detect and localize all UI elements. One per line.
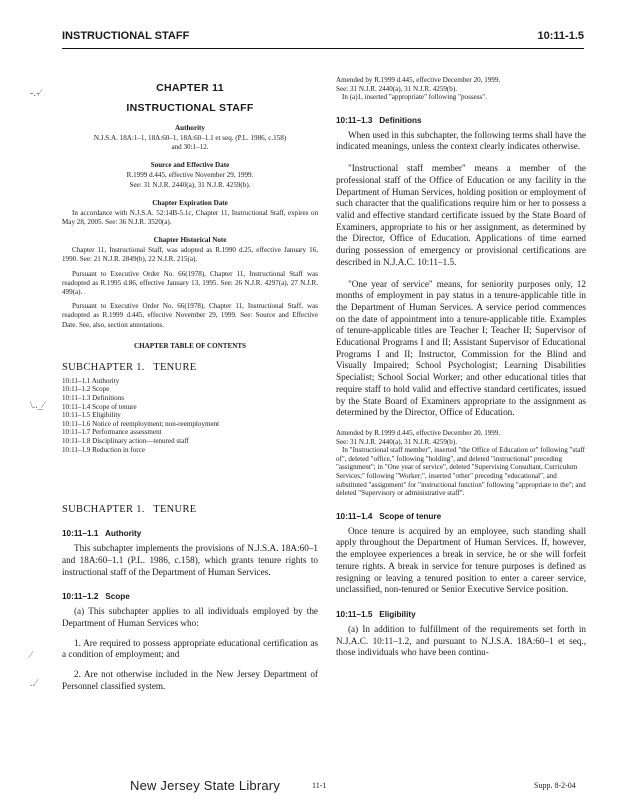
margin-mark: \.._⁄	[30, 400, 45, 411]
chapter-number: CHAPTER 11	[156, 82, 224, 94]
definition-instructional-staff: "Instructional staff member" means a member of the professional staff of the Office of Education or any facility in the Department of Human Services, holding position or employment of such character that the qualifications require him or her to possess a valid and effective standard certificate issued by the State Board of Examiners, appropriate to his or her assignment, as determined by the Director, Office of Education. Applications of time earned during possession of emergency or provisional certifications are described in N.J.A.C. 10:11–1.5.	[336, 163, 586, 267]
toc-item: 10:11–1.8 Disciplinary action—tenured staff	[62, 437, 189, 445]
amendment-line: See: 31 N.J.R. 2440(a), 31 N.J.R. 4259(b).	[336, 84, 457, 93]
left-column	[62, 76, 318, 693]
toc-item: 10:11–1.3 Definitions	[62, 394, 125, 403]
definition-one-year-service: "One year of service" means, for seniority purposes only, 12 months of employment in pay status in a tenure-applicable title in the Department of Human Services. A service period commences on the date of appointment into a tenure-applicable title. Examples of tenure-applicable titles are Teacher I; Teacher II; Supervisor of Educational Programs I and II; Assistant Supervisor of Educational Programs I and II; Instructor, Commission for the Blind and Visually Impaired; School Psychologist; Learning Disabilities Specialist; School Social Worker; and other educational titles that require staff to hold valid and effective standard certificates, issued by the State Board of Examiners appropriate to the assignment as determined by the Director, Office of Education.	[336, 278, 586, 418]
amendment-note-2	[336, 429, 586, 498]
running-header	[62, 30, 584, 46]
amendment-line: See: 31 N.J.R. 2440(a), 31 N.J.R. 4259(b).	[336, 437, 457, 446]
section-text-1-2-2: 2. Are not otherwise included in the New Jersey Department of Personnel classified system.	[62, 669, 318, 691]
authority-text: N.J.S.A. 18A:1–1, 18A:60–1, 18A:60–1.1 et seq. (P.L. 1986, c.158) and 30:1–12.	[93, 134, 287, 152]
toc-item: 10:11–1.4 Scope of tenure	[62, 402, 137, 411]
toc-item: 10:11–1.2 Scope	[62, 385, 110, 394]
margin-mark: ..⁄	[30, 678, 37, 689]
toc-item: 10:11–1.1 Authority	[62, 376, 120, 385]
section-heading-1-3: 10:11–1.3 Definitions	[336, 115, 422, 125]
header-title: INSTRUCTIONAL STAFF	[62, 30, 190, 42]
toc-item: 10:11–1.5 Eligibility	[62, 411, 121, 420]
expiration-text: In accordance with N.J.S.A. 52:14B-5.1c, Chapter 11, Instructional Staff, expires on May 28, 2005. See: 36 N.J.R. 3520(a).	[62, 208, 318, 227]
authority-heading: Authority	[175, 124, 205, 132]
amendment-line: Amended by R.1999 d.445, effective December 20, 1999.	[336, 428, 501, 437]
section-heading-1-1: 10:11–1.1 Authority	[62, 529, 142, 539]
section-text-1-2a: (a) This subchapter applies to all individuals employed by the Department of Human Services who:	[62, 606, 318, 628]
margin-mark: ⁄	[30, 650, 32, 661]
library-watermark: New Jersey State Library	[130, 778, 281, 793]
section-text-1-3-intro: When used in this subchapter, the following terms shall have the indicated meanings, unless the context clearly indicates otherwise.	[336, 129, 586, 152]
chapter-title: INSTRUCTIONAL STAFF	[126, 102, 254, 114]
amendment-note-1	[336, 76, 586, 102]
section-heading-1-4: 10:11–1.4 Scope of tenure	[336, 511, 442, 521]
toc-list	[62, 377, 318, 454]
section-text-1-2-1: 1. Are required to possess appropriate educational certification as a condition of employment; and	[62, 637, 318, 660]
expiration-heading: Chapter Expiration Date	[152, 198, 228, 207]
toc-item: 10:11–1.7 Performance assessment	[62, 428, 162, 437]
source-text-2: See: 31 N.J.R. 2440(a), 31 N.J.R. 4259(b).	[129, 180, 251, 189]
toc-heading: CHAPTER TABLE OF CONTENTS	[133, 341, 246, 350]
historical-note-para: Pursuant to Executive Order No. 66(1978), Chapter 11, Instructional Staff was readopted as R.1995 d.86, effective January 13, 1995. See: 26 N.J.R. 4297(a), 27 N.J.R. 499(a).	[62, 269, 318, 297]
historical-note-para: Chapter 11, Instructional Staff, was adopted as R.1990 d.25, effective January 16, 1990. See: 21 N.J.R. 2849(b), 22 N.J.R. 215(a).	[62, 246, 318, 264]
amendment-line: In (a)1, inserted "appropriate" following "possess".	[342, 93, 487, 102]
section-text-1-1: This subchapter implements the provisions of N.J.S.A. 18A:60–1 and 18A:60–1.1 (P.L. 1986, c.158), which grants tenure rights to instructional staff of the Department of Human Services.	[62, 543, 318, 577]
margin-mark: -.-⁄	[30, 88, 41, 99]
historical-note-heading: Chapter Historical Note	[153, 236, 227, 245]
section-text-1-5: (a) In addition to fulfillment of the requirements set forth in N.J.A.C. 10:11–1.2, and pursuant to N.J.S.A. 18A:60–1 et seq., those individuals who have been continu-	[336, 623, 586, 658]
amendment-line: Amended by R.1999 d.445, effective December 20, 1999.	[336, 76, 501, 84]
toc-subchapter: SUBCHAPTER 1. TENURE	[62, 361, 197, 373]
header-section-number: 10:11-1.5	[537, 30, 584, 42]
supplement-date: Supp. 8-2-04	[534, 781, 576, 790]
section-text-1-4: Once tenure is acquired by an employee, such standing shall apply throughout the Department of Human Services. If, however, the employee experiences a break in service, he or she will forfeit tenure rights. A break in service for tenure purposes is defined as resigning or leaving a tenured position to enter a career service, unclassified, non-tenured or Senior Executive Service position.	[336, 525, 586, 595]
section-heading-1-2: 10:11–1.2 Scope	[62, 592, 130, 602]
amendment-line: In "Instructional staff member", inserted "the Office of Education or" following "staff of", deleted "office," following "holding", and deleted "instructional" preceding "assignment"; in "One year of service", deleted "Supervising Consultant, Curriculum Services;" following "Worker;", inserted "other" preceding "educational", and substituted "assignment" for "instructional function" following "appropriate to the"; and deleted "Supervisory or administrative staff".	[336, 446, 586, 498]
header-rule	[62, 48, 584, 49]
section-heading-1-5: 10:11–1.5 Eligibility	[336, 609, 416, 619]
historical-note-para: Pursuant to Executive Order No. 66(1978), Chapter 11, Instructional Staff, was readopted as R.1999 d.445, effective November 29, 1999. See: Source and Effective Date. See, also, section annotations.	[62, 302, 318, 329]
source-text-1: R.1999 d.445, effective November 29, 1999.	[126, 171, 254, 180]
toc-item: 10:11–1.6 Notice of reemployment; non-reemployment	[62, 419, 220, 428]
right-column	[336, 76, 586, 659]
page-number: 11-1	[312, 781, 327, 790]
subchapter-title: SUBCHAPTER 1. TENURE	[62, 504, 197, 516]
source-heading: Source and Effective Date	[150, 161, 230, 170]
toc-item: 10:11–1.9 Reduction in force	[62, 445, 145, 454]
